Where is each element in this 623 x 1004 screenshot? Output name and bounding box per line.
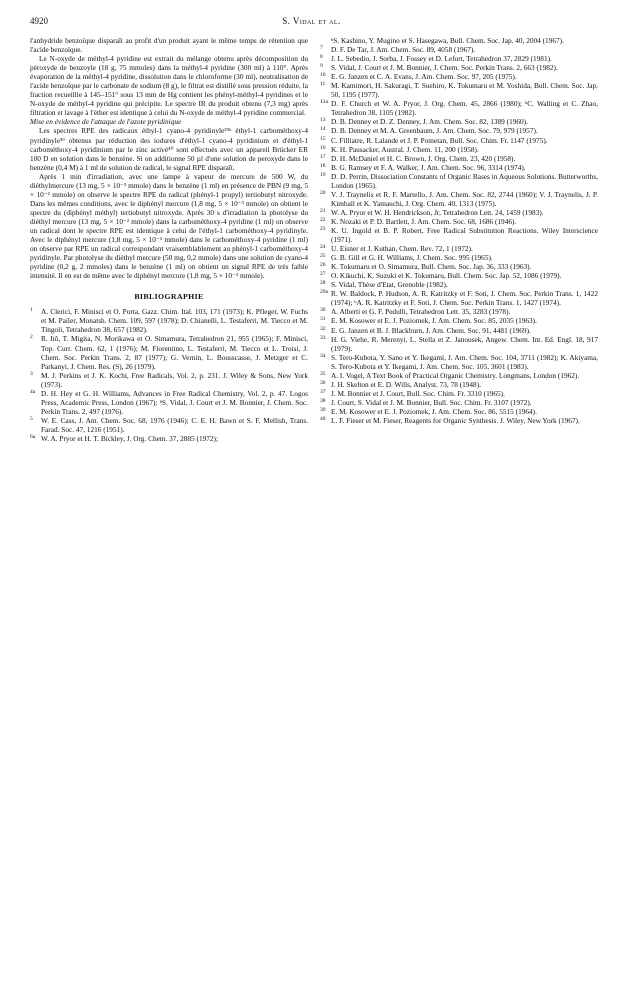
reference-text: C. Filliatre, R. Lalande et J. P. Pometan, Bull. Soc. Chim. Fr. 1147 (1975).: [331, 135, 548, 145]
reference-number: 16: [320, 144, 326, 151]
reference-item: [320, 253, 598, 262]
paragraph: l'anhydride benzoïque disparaît au profit d'un produit ayant le même temps de rétention que l'acide benzoïque.: [30, 36, 308, 55]
reference-number: 24: [320, 244, 326, 251]
reference-number: 9: [320, 63, 323, 70]
reference-item: [320, 217, 598, 226]
reference-item: [30, 416, 308, 434]
reference-number: 34: [320, 352, 326, 359]
reference-text: M. J. Perkins et J. K. Kochi, Free Radicals, Vol. 2, p. 231. J. Wiley & Sons, New York (1973).: [41, 370, 308, 389]
reference-text: E. M. Kosower et E. J. Poziomek, J. Am. Chem. Soc. 85, 2035 (1963).: [331, 316, 537, 326]
reference-item: [320, 326, 598, 335]
reference-item: [320, 36, 598, 45]
reference-text: K. H. Pausacker, Austral. J. Chem. 11, 200 (1958).: [331, 144, 479, 154]
reference-item: [320, 280, 598, 289]
reference-text: S. Tero-Kubota, Y. Sano et Y. Ikegami, J. Am. Chem. Soc. 104, 3711 (1982); K. Akiyama, S. Tero-Kubota et Y. Ikegami, J. Am. Chem. Soc. 105, 3601 (1983).: [331, 352, 598, 371]
reference-number: 29a: [320, 289, 328, 296]
reference-item: [320, 244, 598, 253]
reference-item: [320, 45, 598, 54]
reference-item: [320, 117, 598, 126]
reference-number: 26: [320, 262, 326, 269]
reference-number: 33: [320, 334, 326, 341]
reference-item: [320, 81, 598, 99]
reference-text: D. D. Perrin, Dissociation Constants of Organic Bases in Aqueous Solutions. Butterworths, London (1965).: [331, 171, 598, 190]
reference-number: 2: [30, 334, 33, 341]
section-subheading: Mise en évidence de l'attaque de l'azote pyridinique: [30, 117, 182, 127]
reference-item: [30, 434, 308, 443]
reference-item: [320, 307, 598, 316]
reference-item: [320, 54, 598, 63]
reference-text: L. F. Fieser et M. Fieser, Reagents for Organic Synthesis. J. Wiley, New York (1967).: [331, 415, 580, 425]
reference-text: M. Kamimori, H. Sakuragi, T. Suehiro, K. Tokumaru et M. Yoshida, Bull. Chem. Soc. Jap. 50, 1195 (1977).: [331, 81, 598, 100]
right-column: [320, 36, 598, 425]
reference-text: S. Vidal, J. Court et J. M. Bonnier, J. Chem. Soc. Perkin Trans. 2, 663 (1982).: [331, 63, 558, 73]
reference-number: 22: [320, 216, 326, 223]
reference-number: 31: [320, 316, 326, 323]
reference-item: [320, 289, 598, 307]
reference-text: D. H. Hey et G. H. Williams, Advances in Free Radical Chemistry, Vol. 2, p. 47. Logos Press, Academic Press, London (1967); ᵇS. Vidal, J. Court et J. M. Bonnier, J. Chem. Soc. Perkin Trans. 2, 497 (1976).: [41, 388, 308, 416]
reference-number: 4a: [30, 388, 36, 395]
reference-item: [320, 154, 598, 163]
reference-item: [30, 334, 308, 370]
reference-text: J. H. Skelton et E. D. Wills, Analyst. 73, 78 (1948).: [331, 379, 481, 389]
reference-number: 18: [320, 162, 326, 169]
reference-text: A. Clerici, F. Minisci et O. Porta, Gazz. Chim. Ital. 103, 171 (1973); K. Pfleger, W. Fuchs et M. Pailer, Monatsh. Chem. 109, 597 (1978); D. Chianelli, L. Testaferri, M. Tiecco et M. Tingoli, Tetrahedron 38, 657 (1982).: [41, 307, 308, 335]
reference-text: J. L. Sebedio, J. Sorba, J. Fossey et D. Lefort, Tetrahedron 37, 2829 (1981).: [331, 54, 552, 64]
reference-item: [320, 126, 598, 135]
bibliography-list-right: [320, 36, 598, 425]
reference-text: H. G. Viehe, R. Merenyi, L. Stella et Z. Janousek, Angew. Chem. Int. Ed. Engl. 18, 917 (1979).: [331, 334, 598, 353]
reference-text: R. W. Baldock, P. Hudson, A. R. Katritzky et F. Soti, J. Chem. Soc. Perkin Trans. 1, 1422 (1974); ᵇA. R. Katritzky et F. Soti, J. Chem. Soc. Perkin Trans. 1, 1427 (1974).: [331, 289, 598, 308]
reference-text: E. G. Janzen et C. A. Evans, J. Am. Chem. Soc. 97, 205 (1975).: [331, 72, 517, 82]
reference-text: A. Alberti et G. F. Pedulli, Tetrahedron Lett. 35, 3283 (1978).: [331, 307, 511, 317]
reference-item: [320, 172, 598, 190]
reference-item: [30, 371, 308, 389]
left-column: [30, 36, 308, 443]
reference-item: [320, 63, 598, 72]
reference-number: 27: [320, 271, 326, 278]
reference-number: 39: [320, 406, 326, 413]
reference-item: [320, 208, 598, 217]
reference-text: G. B. Gill et G. H. Williams, J. Chem. Soc. 995 (1965).: [331, 253, 493, 263]
page-number: 4920: [30, 16, 48, 26]
paragraph: Les spectres RPE des radicaux éthyl-1 cyano-4 pyridinyle²⁹ᵇ éthyl-1 carbométhoxy-4 pyridinyle³⁹ obtenus par réduction des iodures d'éthyl-1 cyano-4 pyridinium et d'éthyl-1 carbométhoxy-4 pyridinium par le zinc activé⁴⁰ sont effectués avec un appareil Brücker ER 100 D en solution dans le benzène. Si on additionne 50 µl d'une solution de peroxyde dans le benzène (0,4 M) à 1 ml de solution de radical, le signal RPE disparaît.: [30, 126, 308, 172]
reference-text: D. B. Denney et D. Z. Denney, J. Am. Chem. Soc. 82, 1389 (1960).: [331, 117, 528, 127]
bibliography-title: BIBLIOGRAPHIE: [134, 292, 204, 302]
reference-item: [320, 353, 598, 371]
reference-text: W. E. Cass, J. Am. Chem. Soc. 68, 1976 (1946); C. E. H. Bawn et S. F. Mellish, Trans. Farad. Soc. 47, 1216 (1951).: [41, 415, 308, 434]
reference-number: 12a: [320, 99, 328, 106]
reference-text: V. J. Traynelis et R. F. Martello, J. Am. Chem. Soc. 82, 2744 (1960); V. J. Traynelis, J. P. Kimball et K. Yamauchi, J. Org. Chem. 40, 1313 (1975).: [331, 189, 598, 208]
reference-item: [320, 335, 598, 353]
reference-number: 10: [320, 72, 326, 79]
reference-text: R. Itô, T. Migita, N. Morikawa et O. Simamura, Tetrahedron 21, 955 (1965); F. Minisci, Top. Curr. Chem. 62, 1 (1976); M. Fiorentino, L. Testaferri, M. Tiecco et L. Troisi, J. Chem. Soc. Perkin Trans. 2, 87 (1977); G. Vernin, L. Bousscasse, J. Metzger et C. Parkanyi, J. Chem. Res. (S), 26 (1979).: [41, 334, 308, 371]
reference-text: D. F. De Tar, J. Am. Chem. Soc. 89, 4058 (1967).: [331, 45, 476, 55]
reference-item: [320, 271, 598, 280]
reference-item: [30, 307, 308, 334]
reference-number: 13: [320, 117, 326, 124]
reference-text: J. Court, S. Vidal et J. M. Bonnier, Bull. Soc. Chim. Fr. 3107 (1972).: [331, 397, 532, 407]
reference-number: 20: [320, 189, 326, 196]
reference-text: W. A. Pryor et H. T. Bickley, J. Org. Chem. 37, 2885 (1972);: [41, 433, 219, 443]
reference-number: 25: [320, 253, 326, 260]
reference-number: 3: [30, 370, 33, 377]
reference-number: 14: [320, 126, 326, 133]
reference-number: 37: [320, 388, 326, 395]
reference-item: [320, 226, 598, 244]
reference-number: 8: [320, 54, 323, 61]
reference-text: A. I. Vogel, A Text Book of Practical Organic Chemistry. Longmans, London (1962).: [331, 370, 580, 380]
reference-text: ᵇS. Kashino, Y. Mugino et S. Hasegawa, Bull. Chem. Soc. Jap. 40, 2004 (1967).: [331, 36, 564, 45]
reference-item: [320, 262, 598, 271]
reference-item: [320, 316, 598, 325]
reference-number: 36: [320, 379, 326, 386]
reference-number: 32: [320, 325, 326, 332]
reference-text: J. M. Bonnier et J. Court, Bull. Soc. Chim. Fr. 3310 (1965).: [331, 388, 505, 398]
reference-number: 7: [320, 45, 323, 52]
reference-text: K. Nozaki et P. D. Bartlett, J. Am. Chem. Soc. 68, 1686 (1946).: [331, 216, 517, 226]
reference-item: [320, 380, 598, 389]
reference-number: 23: [320, 225, 326, 232]
reference-number: 1: [30, 307, 33, 314]
reference-item: [320, 190, 598, 208]
reference-number: 38: [320, 397, 326, 404]
reference-number: 28: [320, 280, 326, 287]
reference-number: 19: [320, 171, 326, 178]
reference-text: B. G. Ramsey et F. A. Walker, J. Am. Chem. Soc. 96, 3314 (1974).: [331, 162, 526, 172]
reference-text: O. Kikuchi, K. Suzuki et K. Tokumaru, Bull. Chem. Soc. Jap. 52, 1086 (1979).: [331, 271, 562, 281]
paragraph: Après 1 min d'irradiation, avec une lampe à vapeur de mercure de 500 W, du diéthylmercure (13 mg, 5 × 10⁻² mmole) dans le benzène (1 ml) en présence de PBN (9 mg, 5 × 10⁻² mmole) on observe le spectre RPE du radical (phényl-1 propyl) tertiobutyl nitroxyde. Dans les mêmes conditions, avec le diphényl mercure (1,8 mg, 5 × 10⁻³ mmole) on obtient le spectre du (diphényl méthyl) tertiobutyl nitroxyde. Après 30 s d'irradiation la photolyse du diéthyl mercure (13 mg, 5 × 10⁻² mmole) dans la carbométhoxy-4 pyridine (1 ml) on observe un radical dont le spectre RPE est identique à celui de l'éthyl-1 carbométhoxy-4 pyridinyle. Avec le diphényl mercure (1,8 mg, 5 × 10⁻³ mmole) dans le carbométhoxy-4 pyridine (1 ml) on observe par RPE un radical correspondant vraisemblablement au phényl-1 carbométhoxy-4 pyridinyle. Par photolyse du diéthyl mercure (50 mg, 0,2 mmole) dans une solution de cyano-4 pyridine (0,2 g, 2 mmoles) dans le benzène (1 ml) on obtient un signal RPE de très faible intensité. Il en est de même avec le diphényl mercure (1,8 mg, 5 × 10⁻³ mmole).: [30, 171, 308, 281]
reference-item: [320, 163, 598, 172]
reference-text: D. F. Church et W. A. Pryor, J. Org. Chem. 45, 2866 (1980); ᵇC. Walling et C. Zhao, Tetrahedron 38, 1105 (1982).: [331, 99, 598, 118]
reference-text: W. A. Pryor et W. H. Hendrickson, Jr, Tetrahedron Lett. 24, 1459 (1983).: [331, 207, 544, 217]
reference-item: [30, 389, 308, 416]
reference-number: 11: [320, 81, 326, 88]
reference-text: K. U. Ingold et B. P. Robert, Free Radical Substitution Reactions. Wiley Interscience (1971).: [331, 225, 598, 245]
reference-text: D. B. Denney et M. A. Greenbaum, J. Am. Chem. Soc. 79, 979 (1957).: [331, 126, 538, 136]
reference-item: [320, 99, 598, 117]
reference-number: 30: [320, 307, 326, 314]
reference-text: K. Tokumaru et O. Simamura, Bull. Chem. Soc. Jap. 36, 333 (1963).: [331, 262, 532, 272]
reference-number: 5: [30, 415, 33, 422]
reference-item: [320, 389, 598, 398]
reference-item: [320, 398, 598, 407]
reference-number: 35: [320, 370, 326, 377]
reference-number: 17: [320, 153, 326, 160]
paragraph: Le N-oxyde de méthyl-4 pyridine est extrait du mélange obtenu après décomposition du péroxyde de benzoyle (18 g, 75 mmoles) dans la méthyl-4 pyridine (300 ml) à 110°. Après évaporation de la méthyl-4 pyridine, dissolution dans le chloroforme (30 ml), neutralisation de l'acide benzoïque par le carbonate de sodium (8 g), le filtrat est distillé sous pression réduite, la fraction recueillie à 145–151° sous 13 mm de Hg contient les phényl-méthyl-4 pyridines et le N-oxyde de méthyl-4 pyridine qui précipite. Le spectre IR du produit obtenu (7,3 mg) après filtration et lavage à l'éther est identique à celui du N-oxyde de méthyl-4 pyridine commercial.: [30, 54, 308, 118]
reference-number: 6a: [30, 433, 36, 440]
reference-number: 40: [320, 415, 326, 422]
reference-item: [320, 145, 598, 154]
running-header: [30, 16, 593, 30]
reference-text: D. H. McDaniel et H. C. Brown, J. Org. Chem. 23, 420 (1958).: [331, 153, 516, 163]
running-authors: S. Vidal et al.: [282, 16, 341, 26]
reference-text: S. Vidal, Thèse d'Etat, Grenoble (1982).: [331, 280, 448, 290]
reference-item: [320, 371, 598, 380]
bibliography-list-left: [30, 307, 308, 443]
reference-text: E. G. Janzen et B. J. Blackburn, J. Am. Chem. Soc. 91, 4481 (1969).: [331, 325, 531, 335]
reference-number: 21: [320, 207, 326, 214]
reference-number: 15: [320, 135, 326, 142]
reference-item: [320, 407, 598, 416]
reference-item: [320, 136, 598, 145]
reference-text: U. Eisner et J. Kuthan, Chem. Rev. 72, 1 (1972).: [331, 244, 473, 254]
reference-item: [320, 416, 598, 425]
reference-text: E. M. Kosower et E. J. Poziomek, J. Am. Chem. Soc. 86, 5515 (1964).: [331, 406, 537, 416]
reference-item: [320, 72, 598, 81]
